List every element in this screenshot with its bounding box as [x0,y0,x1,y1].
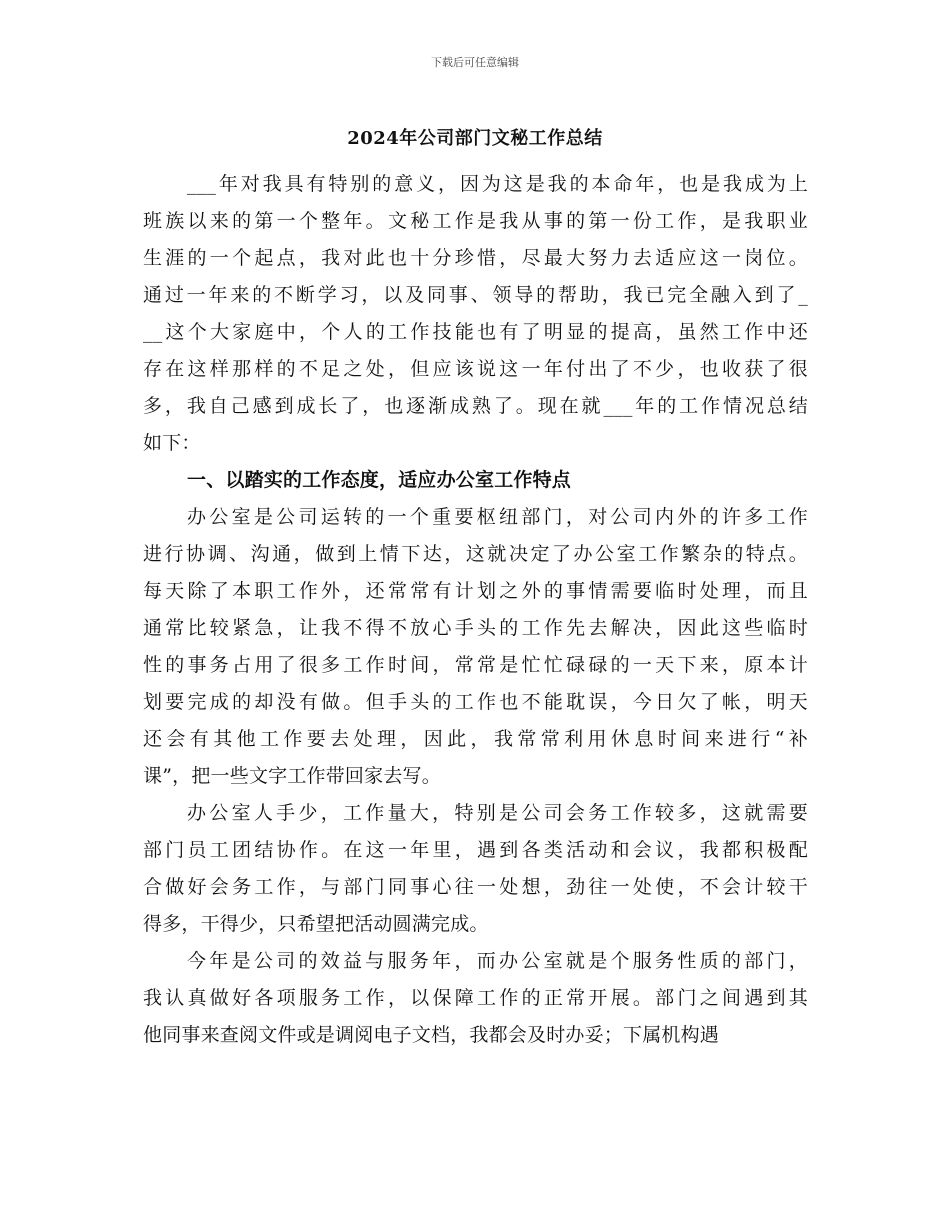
text-line: 一、以踏实的工作态度，适应办公室工作特点 [187,469,572,491]
text-line: 还会有其他工作要去处理，因此，我常常利用休息时间来进行“补 [143,728,808,750]
text-line: 他同事来查阅文件或是调阅电子文档，我都会及时办妥；下属机构遇 [143,1024,720,1046]
text-line: 如下： [143,432,201,454]
paragraph [143,166,808,462]
text-line: ___年对我具有特别的意义，因为这是我的本命年，也是我成为上 [187,173,808,195]
text-line: 存在这样那样的不足之处，但应该说这一年付出了不少，也收获了很 [143,358,808,380]
text-line: 部门员工团结协作。在这一年里，遇到各类活动和会议，我都积极配 [143,839,808,861]
header-note: 下载后可任意编辑 [431,56,519,69]
text-line: 多，我自己感到成长了，也逐渐成熟了。现在就___年的工作情况总结 [143,395,808,417]
text-line: 我认真做好各项服务工作，以保障工作的正常开展。部门之间遇到其 [143,987,808,1009]
text-line: 每天除了本职工作外，还常常有计划之外的事情需要临时处理，而且 [143,580,808,602]
paragraph [143,943,808,1054]
text-line: 今年是公司的效益与服务年，而办公室就是个服务性质的部门， [187,950,808,972]
text-line: 划要完成的却没有做。但手头的工作也不能耽误，今日欠了帐，明天 [143,691,808,713]
text-line: 进行协调、沟通，做到上情下达，这就决定了办公室工作繁杂的特点。 [143,543,808,565]
document-title: 2024年公司部门文秘工作总结 [347,128,603,149]
text-line: 得多，干得少，只希望把活动圆满完成。 [143,913,489,935]
section-heading [143,462,808,499]
text-line: __这个大家庭中，个人的工作技能也有了明显的提高，虽然工作中还 [143,321,808,343]
text-line: 办公室是公司运转的一个重要枢纽部门，对公司内外的许多工作 [187,506,808,528]
text-line: 性的事务占用了很多工作时间，常常是忙忙碌碌的一天下来，原本计 [143,654,808,676]
text-line: 生涯的一个起点，我对此也十分珍惜，尽最大努力去适应这一岗位。 [143,247,808,269]
text-line: 课”，把一些文字工作带回家去写。 [143,765,441,787]
text-line: 通常比较紧急，让我不得不放心手头的工作先去解决，因此这些临时 [143,617,808,639]
text-line: 办公室人手少，工作量大，特别是公司会务工作较多，这就需要 [187,802,808,824]
paragraph [143,499,808,795]
document-body [143,166,808,1054]
paragraph [143,795,808,943]
text-line: 合做好会务工作，与部门同事心往一处想，劲往一处使，不会计较干 [143,876,808,898]
text-line: 班族以来的第一个整年。文秘工作是我从事的第一份工作，是我职业 [143,210,808,232]
text-line: 通过一年来的不断学习，以及同事、领导的帮助，我已完全融入到了_ [143,284,808,306]
